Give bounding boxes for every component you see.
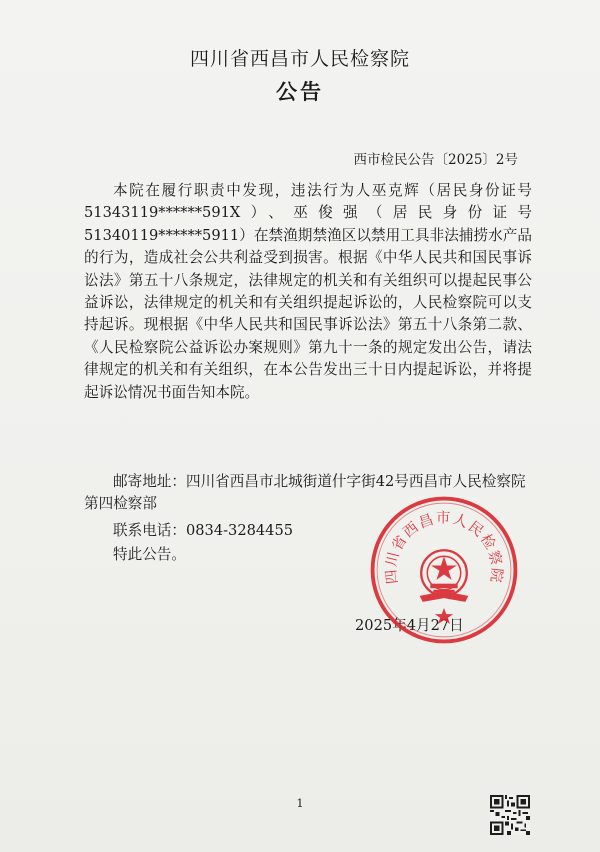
issue-date: 2025年4月27日 (355, 617, 464, 634)
document-heading: 公告 (276, 80, 324, 104)
mailing-address: 邮寄地址：四川省西昌市北城街道什字街42号西昌市人民检察院第四检察部 (84, 473, 526, 513)
qr-code-icon (490, 795, 530, 835)
page-number: 1 (296, 797, 304, 810)
official-seal-icon (368, 494, 520, 646)
closing-statement: 特此公告。 (113, 546, 186, 563)
document-number: 西市检民公告〔2025〕2号 (353, 152, 518, 168)
announcement-body: 本院在履行职责中发现，违法行为人巫克辉（居民身份证号 51343119******591X）、巫俊强（居民身份证号 51340119******5911）在禁渔期禁渔区以禁用工具非法捕捞水产品的行为，造成社会公共利益受到损害。根据《中华人民共和国民事诉讼法》第五十八条规定，法律规定的机关和有关组织可以提起民事公益诉讼，法律规定的机关和有关组织提起诉讼的，人民检察院可以支持起诉。现根据《中华人民共和国民事诉讼法》第五十八条第二款、《人民检察院公益诉讼办案规则》第九十一条的规定发出公告，请法律规定的机关和有关组织，在本公告发出三十日内提起诉讼，并将提起诉讼情况书面告知本院。 (84, 182, 532, 401)
contact-phone: 联系电话：0834-3284455 (113, 522, 294, 539)
issuing-organization: 四川省西昌市人民检察院 (189, 48, 410, 70)
seal-ring-text: 四川省西昌市人民检察院 (383, 510, 505, 585)
